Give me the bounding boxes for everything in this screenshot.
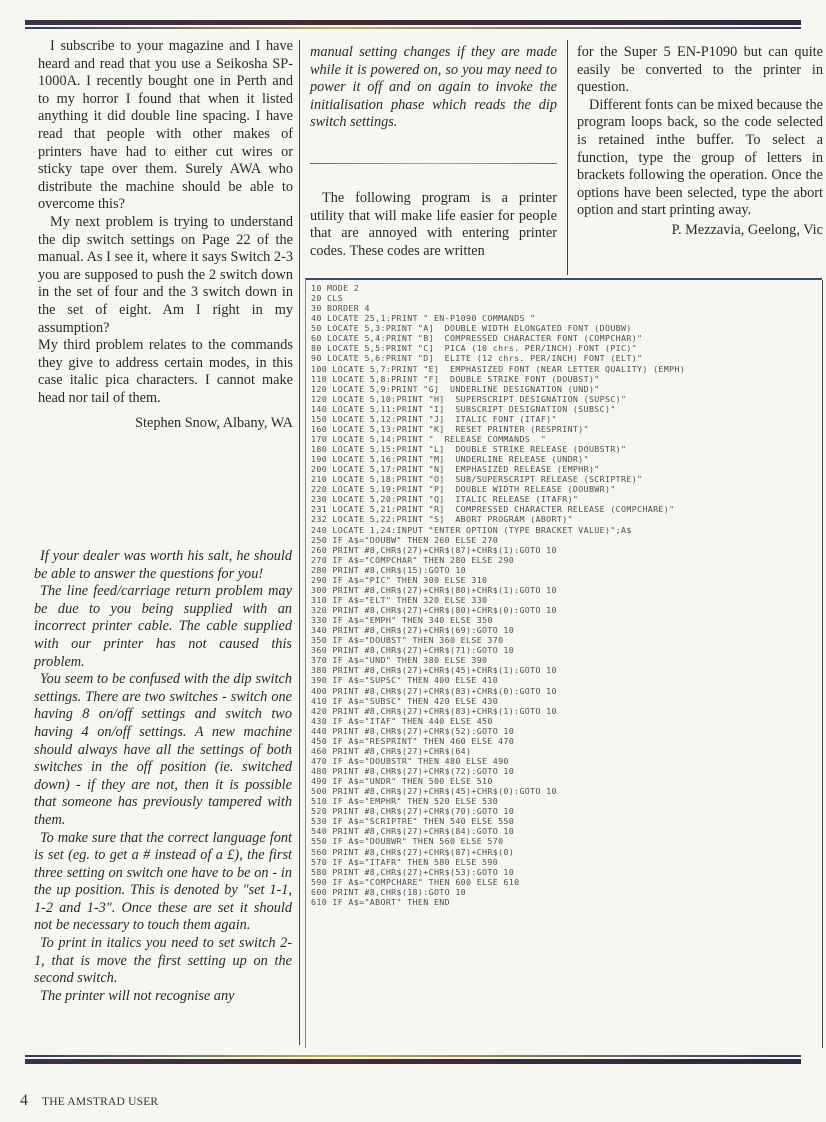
code-line: 580 PRINT #8,CHR$(27)+CHR$(53):GOTO 10: [311, 866, 515, 877]
code-line: 470 IF A$="DOUBSTR" THEN 480 ELSE 490: [311, 755, 509, 766]
code-line: 450 IF A$="RESPRINT" THEN 460 ELSE 470: [311, 735, 515, 746]
code-line: 280 PRINT #8,CHR$(15):GOTO 10: [311, 564, 467, 575]
top-rule: [25, 20, 801, 31]
code-line: 250 IF A$="DOUBW" THEN 260 ELSE 270: [311, 534, 499, 545]
code-line: 590 IF A$="COMPCHARE" THEN 600 ELSE 610: [311, 876, 520, 887]
program-listing: [311, 283, 685, 907]
code-line: 150 LOCATE 5,12:PRINT "J] ITALIC FONT (ITAF)": [311, 413, 557, 424]
letter-mezzavia-continued: [577, 44, 823, 240]
code-line: 300 PRINT #8,CHR$(27)+CHR$(80)+CHR$(1):GOTO 10: [311, 584, 557, 595]
code-line: 30 BORDER 4: [311, 303, 370, 314]
bottom-rule: [25, 1055, 801, 1066]
code-line: 270 IF A$="COMPCHAR" THEN 280 ELSE 290: [311, 554, 515, 565]
code-line: 20 CLS: [311, 293, 344, 304]
code-line: 350 IF A$="DOUBST" THEN 360 ELSE 370: [311, 635, 504, 646]
code-line: 610 IF A$="ABORT" THEN END: [311, 896, 450, 907]
code-line: 100 LOCATE 5,7:PRINT "E] EMPHASIZED FONT (NEAR LETTER QUALITY) (EMPH): [311, 363, 686, 374]
code-line: 90 LOCATE 5,6:PRINT "D] ELITE (12 chrs. PER/INCH) FONT (ELT)": [311, 353, 643, 364]
reply-paragraph: To make sure that the correct language font is set (eg. to get a # instead of a £), the first three setting on switch one have to be on - in the up position. This is denoted by "set 1-1, 1-2 and 1-3". Once these are set it should not be necessary to touch them again.: [34, 829, 292, 934]
code-line: 160 LOCATE 5,13:PRINT "K] RESET PRINTER (RESPRINT)": [311, 423, 589, 434]
code-line: 180 LOCATE 5,15:PRINT "L] DOUBLE STRIKE RELEASE (DOUBSTR)": [311, 444, 627, 454]
code-line: 80 LOCATE 5,5:PRINT "C] PICA (10 chrs. PER/INCH) FONT (PIC)": [311, 343, 638, 354]
letter-paragraph: I subscribe to your magazine and I have heard and read that you use a Seikosha SP-1000A. I recently bought one in Perth and to my horror I found that when it listed anything it did double line spacing. I have read that people with other makes of printers have had to either cut wires or sticky tape over them. Surely AWA who distribute the machine should be able to overcome this?: [38, 38, 293, 213]
code-line: 210 LOCATE 5,18:PRINT "O] SUB/SUPERSCRIPT RELEASE (SCRIPTRE)": [311, 474, 643, 485]
code-line: 110 LOCATE 5,8:PRINT "F] DOUBLE STRIKE FONT (DOUBST)": [311, 373, 600, 384]
code-line: 550 IF A$="DOUBWR" THEN 560 ELSE 570: [311, 836, 504, 847]
code-line: 440 PRINT #8,CHR$(27)+CHR$(52):GOTO 10: [311, 725, 515, 736]
code-line: 560 PRINT #8,CHR$(27)+CHR$(87)+CHR$(0): [311, 846, 515, 857]
page-footer: [20, 1092, 158, 1110]
code-line: 400 PRINT #8,CHR$(27)+CHR$(83)+CHR$(0):GOTO 10: [311, 685, 557, 696]
code-line: 530 IF A$="SCRIPTRE" THEN 540 ELSE 550: [311, 816, 515, 827]
code-line: 40 LOCATE 25,1:PRINT " EN-P1090 COMMANDS ": [311, 313, 536, 324]
code-line: 370 IF A$="UND" THEN 380 ELSE 390: [311, 655, 488, 666]
code-line: 50 LOCATE 5,3:PRINT "A] DOUBLE WIDTH ELONGATED FONT (DOUBW): [311, 323, 632, 334]
code-line: 200 LOCATE 5,17:PRINT "N] EMPHASIZED RELEASE (EMPHR)": [311, 464, 600, 475]
reply-paragraph: The printer will not recognise any: [40, 987, 235, 1004]
code-line: 240 LOCATE 1,24:INPUT "ENTER OPTION (TYPE BRACKET VALUE)";A$: [311, 524, 632, 535]
code-line: 320 PRINT #8,CHR$(27)+CHR$(80)+CHR$(0):GOTO 10: [311, 605, 557, 615]
code-line: 390 IF A$="SUPSC" THEN 400 ELSE 410: [311, 675, 499, 686]
code-line: 380 PRINT #8,CHR$(27)+CHR$(45)+CHR$(1):GOTO 10: [311, 665, 557, 676]
reply-paragraph: You seem to be confused with the dip switch settings. There are two switches - switch one having 8 on/off settings and switch two having 4 on/off settings. A new machine should always have all the settings of both switches in the off position (ie. switched down) - if they are not, then it is possible that someone has previously tampered with them.: [34, 671, 292, 828]
code-line: 190 LOCATE 5,16:PRINT "M] UNDERLINE RELEASE (UNDR)": [311, 454, 589, 465]
letter-mezzavia: [310, 190, 557, 260]
code-line: 360 PRINT #8,CHR$(27)+CHR$(71):GOTO 10: [311, 645, 515, 656]
code-line: 520 PRINT #8,CHR$(27)+CHR$(70):GOTO 10: [311, 806, 515, 817]
code-line: 430 IF A$="ITAF" THEN 440 ELSE 450: [311, 715, 493, 726]
reply-paragraph: If your dealer was worth his salt, he should be able to answer the questions for you!: [34, 548, 292, 582]
code-line: 540 PRINT #8,CHR$(27)+CHR$(84):GOTO 10: [311, 826, 515, 837]
code-line: 510 IF A$="EMPHR" THEN 520 ELSE 530: [311, 796, 499, 807]
code-line: 330 IF A$="EMPH" THEN 340 ELSE 350: [311, 615, 493, 626]
code-line: 120 LOCATE 5,9:PRINT "G] UNDERLINE DESIGNATION (UND)": [311, 383, 600, 394]
code-line: 230 LOCATE 5,20:PRINT "Q] ITALIC RELEASE (ITAFR)": [311, 494, 579, 505]
letter-paragraph: The following program is a printer utility that will make life easier for people that are annoyed with entering printer codes. These codes are written: [310, 190, 557, 259]
letter-signature: P. Mezzavia, Geelong, Vic: [671, 221, 823, 238]
letter-paragraph: My next problem is trying to understand the dip switch settings on Page 22 of the manual. As I see it, where it says Switch 2-3 you are supposed to push the 2 switch down in the set of four and the 3 switch down in the set of eight. Am I right in my assumption?: [38, 213, 293, 336]
listing-border: [822, 280, 823, 1048]
code-line: 500 PRINT #8,CHR$(27)+CHR$(45)+CHR$(0):GOTO 10: [311, 786, 557, 797]
editor-reply-continued: [310, 44, 557, 132]
code-line: 410 IF A$="SUBSC" THEN 420 ELSE 430: [311, 695, 499, 706]
code-line: 570 IF A$="ITAFR" THEN 580 ELSE 590: [311, 856, 499, 867]
letter-paragraph: for the Super 5 EN-P1090 but can quite easily be converted to the printer in question.: [577, 44, 823, 96]
editor-reply: [34, 548, 292, 1005]
code-line: 290 IF A$="PIC" THEN 300 ELSE 310: [311, 574, 488, 585]
code-line: 260 PRINT #8,CHR$(27)+CHR$(87)+CHR$(1):GOTO 10: [311, 544, 557, 555]
code-line: 340 PRINT #8,CHR$(27)+CHR$(69):GOTO 10: [311, 625, 515, 636]
letter-signature: Stephen Snow, Albany, WA: [135, 415, 293, 432]
letter-paragraph: My third problem relates to the commands they give to address certain modes, in this case italic pica characters. I cannot make head nor tail of them.: [38, 337, 293, 406]
reply-paragraph: The line feed/carriage return problem may be due to you being supplied with an incorrect printer cable. The cable supplied with our printer has not caused this problem.: [34, 583, 292, 670]
column-divider: [567, 40, 568, 275]
code-line: 140 LOCATE 5,11:PRINT "I] SUBSCRIPT DESIGNATION (SUBSC)": [311, 403, 616, 414]
code-line: 170 LOCATE 5,14:PRINT " RELEASE COMMANDS ": [311, 433, 547, 444]
column-divider: [299, 40, 300, 1045]
letter-snow: [38, 38, 293, 433]
section-divider: [310, 163, 557, 164]
reply-paragraph: To print in italics you need to set switch 2-1, that is move the first setting up on the second switch.: [34, 935, 292, 987]
reply-paragraph: manual setting changes if they are made while it is powered on, so you may need to power it off and on again to invoke the initialisation phase which reads the dip switch settings.: [310, 44, 557, 131]
code-line: 460 PRINT #8,CHR$(27)+CHR$(64): [311, 745, 472, 756]
code-line: 10 MODE 2: [311, 283, 360, 293]
code-line: 220 LOCATE 5,19:PRINT "P] DOUBLE WIDTH RELEASE (DOUBWR)": [311, 484, 616, 495]
code-line: 420 PRINT #8,CHR$(27)+CHR$(83)+CHR$(1):GOTO 10: [311, 705, 557, 716]
code-line: 120 LOCATE 5,10:PRINT "H] SUPERSCRIPT DESIGNATION (SUPSC)": [311, 393, 627, 404]
page-number: 4: [20, 1092, 28, 1109]
code-line: 480 PRINT #8,CHR$(27)+CHR$(72):GOTO 10: [311, 766, 515, 776]
code-line: 232 LOCATE 5,22:PRINT "S] ABORT PROGRAM (ABORT)": [311, 514, 573, 525]
magazine-name: THE AMSTRAD USER: [42, 1096, 159, 1108]
code-line: 490 IF A$="UNDR" THEN 500 ELSE 510: [311, 776, 493, 787]
code-line: 310 IF A$="ELT" THEN 320 ELSE 330: [311, 594, 488, 605]
letter-paragraph: Different fonts can be mixed because the program loops back, so the code selected is retained inthe buffer. To select a function, type the group of letters in brackets following the operation. Once the options have been selected, type the abort option and start printing away.: [577, 96, 823, 219]
code-line: 600 PRINT #8,CHR$(18):GOTO 10: [311, 886, 467, 897]
code-line: 60 LOCATE 5,4:PRINT "B] COMPRESSED CHARACTER FONT (COMPCHAR)": [311, 333, 643, 344]
code-line: 231 LOCATE 5,21:PRINT "R] COMPRESSED CHARACTER RELEASE (COMPCHARE)": [311, 504, 675, 515]
